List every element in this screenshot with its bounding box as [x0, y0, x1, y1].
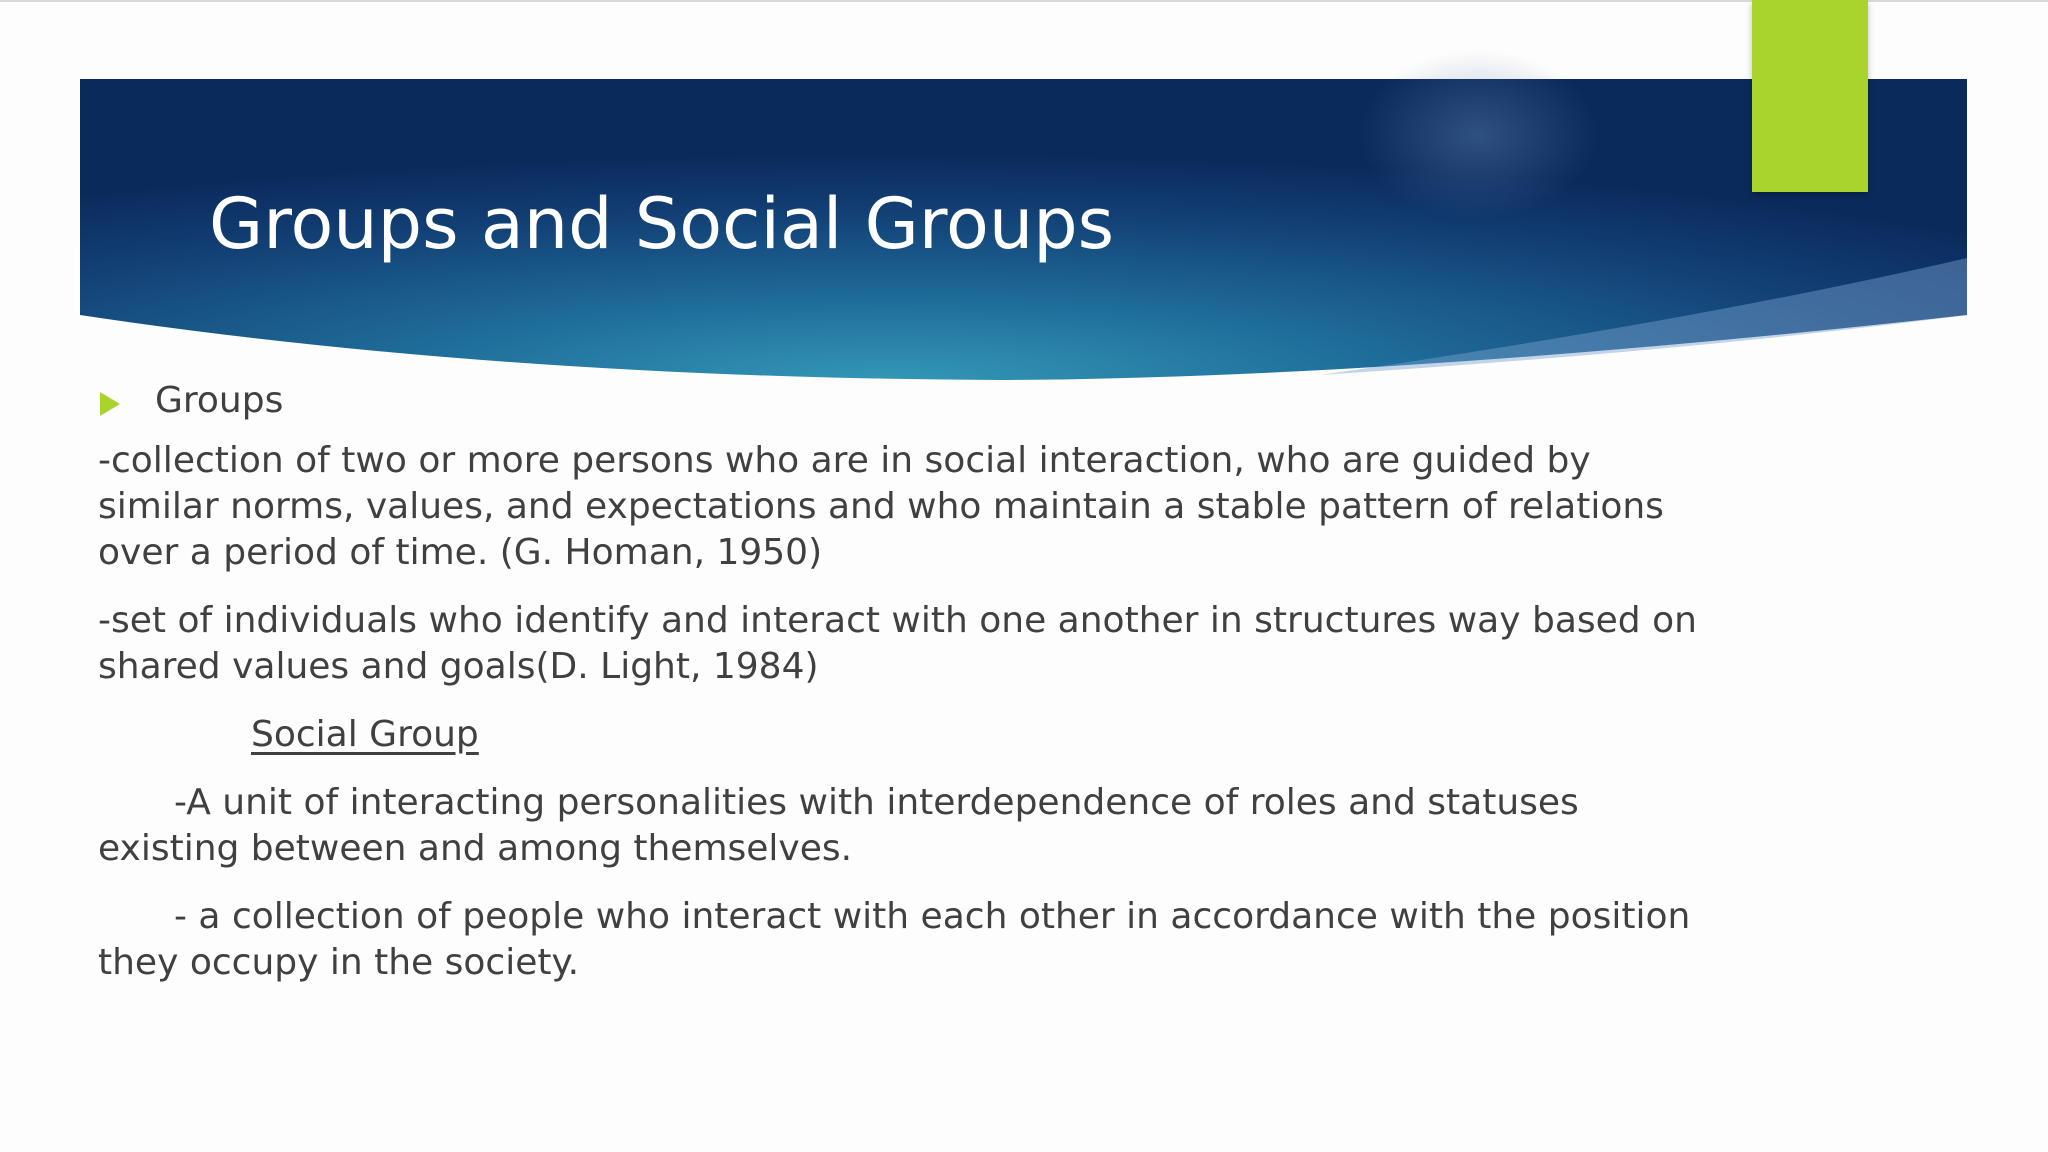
- definition-paragraph: -collection of two or more persons who are in social interaction, who are guided by similar norms, values, and expectations and who maintain a stable pattern of relations over a period of time. (G. Homan, 1950): [98, 440, 1664, 573]
- accent-tab: [1752, 0, 1868, 192]
- bullet-label: Groups: [155, 380, 284, 421]
- subheading-text: Social Group: [251, 714, 479, 755]
- subheading-social-group: [251, 712, 1718, 758]
- definition-paragraph: - a collection of people who interact with each other in accordance with the position they occupy in the society.: [98, 896, 1691, 983]
- slide-body: [98, 370, 1718, 1008]
- bullet-item-groups: [98, 370, 1718, 428]
- definition-paragraph: -A unit of interacting personalities with interdependence of roles and statuses existing between and among themselves.: [98, 782, 1579, 869]
- triangle-bullet-icon: [100, 392, 120, 416]
- definition-paragraph: -set of individuals who identify and interact with one another in structures way based on shared values and goals(D. Light, 1984): [98, 600, 1697, 687]
- slide-title: Groups and Social Groups: [209, 183, 1115, 265]
